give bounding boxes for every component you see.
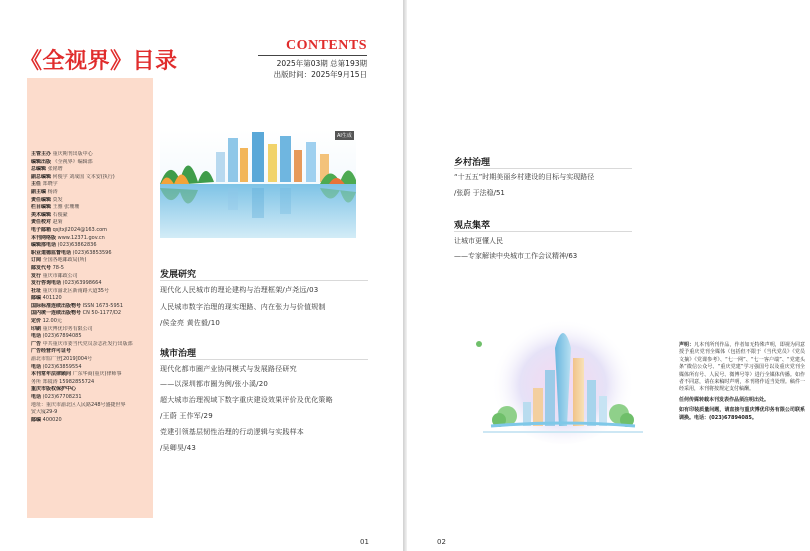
masthead-label: 副总编辑 xyxy=(31,173,52,180)
section-title-rural-governance: 乡村治理 xyxy=(454,158,491,168)
masthead-value: (023)63853596 xyxy=(72,249,112,256)
skyline-illustration xyxy=(463,308,653,458)
masthead-value: 《全视界》编辑部 xyxy=(52,158,93,165)
masthead-row xyxy=(31,174,151,182)
masthead-row xyxy=(31,288,151,296)
masthead-label: 广告 xyxy=(31,340,42,347)
masthead-label: 副主编 xyxy=(31,188,47,195)
toc-entry: 现代化都市圈产业协同模式与发展路径研究 xyxy=(160,365,297,373)
masthead-value: 张铭增 xyxy=(47,166,63,173)
masthead-value: 赵菊 xyxy=(52,219,63,226)
toc-entry: /张蔚 于法稳/51 xyxy=(454,189,505,197)
masthead-row xyxy=(31,394,151,402)
toc-entry: /吴卿昊/43 xyxy=(160,444,197,452)
masthead-row xyxy=(31,197,151,205)
masthead-label: 电话 xyxy=(31,363,42,370)
masthead-label: 责任编辑 xyxy=(31,196,52,203)
masthead-label: 电话 xyxy=(31,333,42,340)
masthead-value: 石俊豪 xyxy=(52,211,68,218)
masthead-value: (023)67708231 xyxy=(42,394,82,400)
masthead-row xyxy=(31,227,151,235)
masthead-row xyxy=(31,364,151,372)
masthead-label: 发行 xyxy=(31,272,42,279)
masthead-value: 渝北市监广登[2019]004号 xyxy=(31,356,93,363)
masthead-value: 重庆市渝北区新南路大道35号 xyxy=(42,287,109,294)
masthead-label: 电子邮箱 xyxy=(31,226,52,233)
page-number: 02 xyxy=(437,538,446,546)
masthead-row xyxy=(31,242,151,250)
masthead-value: 重庆博优印务有限公司 xyxy=(42,325,93,332)
notice-body: 凡本刊所刊作品，作者如无特殊声明，即视为同意授予重庆党刊全媒体（包括但不限于《当代党员》《党员文摘》《党课参考》、“七一网”、“七一客户端”、“党建头条”微信公众号、“重庆党建”学习强国号以及重庆党刊全媒体所有号、人民号、微博号等）进行全媒体传播。如作者不同意，请在来稿时声明，本刊将作适当处理。稿件一经采用，本刊将按规定支付稿酬。 xyxy=(679,342,805,393)
masthead-value: 贸大厦29-9 xyxy=(31,409,58,416)
masthead-label: 本刊常年法律顾问 xyxy=(31,371,72,378)
masthead-label: 邮发代号 xyxy=(31,264,52,271)
masthead-row xyxy=(31,219,151,227)
masthead-row xyxy=(31,273,151,281)
masthead-label: 重庆市版权保护中心 xyxy=(31,386,77,393)
masthead-value: 何俊宇 刘成国 文本安(执行) xyxy=(52,173,115,180)
copyright-notice xyxy=(679,342,805,422)
section-rule xyxy=(160,359,368,360)
masthead-label: 发行咨询电话 xyxy=(31,280,62,287)
masthead-row xyxy=(31,295,151,303)
right-page xyxy=(407,0,810,551)
masthead-value: 重庆期刊出版中心 xyxy=(52,151,93,157)
masthead-label: 美术编辑 xyxy=(31,211,52,218)
masthead-row xyxy=(31,341,151,349)
masthead-value: 莫发 xyxy=(52,196,63,203)
masthead-label: 国内统一连续出版物号 xyxy=(31,310,82,317)
masthead-row xyxy=(31,409,151,417)
masthead-row xyxy=(31,166,151,174)
masthead-value: (023)67894085 xyxy=(42,333,82,340)
masthead-row xyxy=(31,371,151,379)
masthead-value: 78-5 xyxy=(52,264,64,271)
masthead-row xyxy=(31,189,151,197)
masthead-value: 王雅 张珊珊 xyxy=(52,204,80,211)
masthead-panel xyxy=(27,78,153,518)
masthead-row xyxy=(31,417,151,425)
masthead-label: 国际标准连续出版物号 xyxy=(31,302,82,309)
toc-entry: ——以深圳都市圈为例/张小溪/20 xyxy=(160,380,269,388)
ai-generated-tag: AI生成 xyxy=(337,133,352,139)
notice-print-quality: 如有印装质量问题，请直接与重庆博优印务有限公司联系调换。电话：(023)67894085。 xyxy=(679,407,805,421)
section-rule xyxy=(454,168,632,169)
masthead-label: 编辑出版 xyxy=(31,158,52,165)
magazine-title: 《全视界》目录 xyxy=(20,48,178,74)
masthead-value: 全国各地邮政局(所) xyxy=(42,257,87,264)
toc-entry: 超大城市治理视域下数字重庆建设效果评价及优化策略 xyxy=(160,396,333,404)
masthead-row xyxy=(31,310,151,318)
page-number: 01 xyxy=(360,538,369,546)
masthead-value: 务所 郑镜涛 15982855724 xyxy=(31,378,95,385)
masthead-label: 栏目编辑 xyxy=(31,204,52,211)
masthead-label: 主任 xyxy=(31,181,42,188)
section-rule xyxy=(160,280,368,281)
masthead-value: CN 50-1177/D2 xyxy=(82,310,122,317)
section-rule xyxy=(454,231,632,232)
city-lake-illustration xyxy=(160,130,356,238)
masthead-label: 邮编 xyxy=(31,295,42,302)
section-title-development: 发展研究 xyxy=(160,270,197,280)
masthead-row xyxy=(31,326,151,334)
masthead-row xyxy=(31,280,151,288)
masthead-row xyxy=(31,159,151,167)
masthead-label: 本刊网络版 xyxy=(31,234,57,241)
masthead-label: 电话 xyxy=(31,394,42,400)
masthead-row xyxy=(31,318,151,326)
masthead-row xyxy=(31,333,151,341)
masthead-value: ISSN 1673-5951 xyxy=(82,302,124,309)
toc-entry: /王蔚 王作军/29 xyxy=(160,412,213,420)
masthead-value: (023)63862836 xyxy=(57,242,97,249)
masthead-label: 广告经营许可证号 xyxy=(31,348,72,355)
masthead-row xyxy=(31,348,151,356)
header-rule xyxy=(258,55,367,56)
masthead-value: 郑晓宇 xyxy=(42,181,58,188)
masthead-value: 广东华商(重庆)律师事 xyxy=(72,371,122,378)
masthead-value: 重庆市邮政公司 xyxy=(42,272,78,279)
masthead-value: 地址：重庆市渝北区人民路248号盛捷世界 xyxy=(31,401,126,408)
masthead-label: 订阅 xyxy=(31,257,42,264)
toc-entry: ——专家解读中央城市工作会议精神/63 xyxy=(454,252,578,260)
toc-entry: “十五五”时期美丽乡村建设的目标与实现路径 xyxy=(454,173,595,181)
masthead-row xyxy=(31,386,151,394)
masthead-label: 主管主办 xyxy=(31,151,52,157)
toc-entry: /侯金亮 黄佐毅/10 xyxy=(160,319,221,327)
section-title-viewpoints: 观点集萃 xyxy=(454,221,491,231)
masthead-row xyxy=(31,151,151,159)
masthead-value: 400020 xyxy=(42,416,62,423)
masthead-value: www.12371.gov.cn xyxy=(57,234,105,241)
masthead-value: 杨涛 xyxy=(47,188,58,195)
masthead-label: 总编辑 xyxy=(31,166,47,173)
contents-heading: CONTENTS xyxy=(285,38,367,53)
masthead-list xyxy=(31,151,151,424)
notice-heading: 声明： xyxy=(679,342,695,348)
masthead-row xyxy=(31,250,151,258)
left-page xyxy=(0,0,403,551)
masthead-row xyxy=(31,212,151,220)
masthead-value: (023)63998664 xyxy=(62,280,102,287)
masthead-row xyxy=(31,303,151,311)
masthead-label: 责任校对 xyxy=(31,219,52,226)
masthead-row xyxy=(31,265,151,273)
toc-entry: 人民城市数字治理的现实理路、内在张力与价值规制 xyxy=(160,303,326,311)
masthead-row xyxy=(31,257,151,265)
masthead-row xyxy=(31,235,151,243)
notice-reprint: 任何传媒转载本刊发表作品须注明出处。 xyxy=(679,396,770,403)
masthead-label: 职业道德监督电话 xyxy=(31,249,72,256)
masthead-value: 12.00元 xyxy=(42,318,62,325)
masthead-label: 邮编 xyxy=(31,416,42,423)
masthead-value: 中共重庆市委当代党员杂志社发行出版部 xyxy=(42,340,133,347)
masthead-row xyxy=(31,181,151,189)
section-title-urban-governance: 城市治理 xyxy=(160,349,197,359)
masthead-row xyxy=(31,379,151,387)
masthead-label: 定价 xyxy=(31,318,42,325)
toc-entry: 现代化人民城市的理论建构与治理框架/卢尧远/03 xyxy=(160,286,319,294)
masthead-value: qsjtxjl2024@163.com xyxy=(52,226,108,233)
toc-entry: 让城市更懂人民 xyxy=(454,237,503,245)
masthead-row xyxy=(31,356,151,364)
masthead-label: 编辑部电话 xyxy=(31,242,57,249)
masthead-label: 印刷 xyxy=(31,325,42,332)
toc-entry: 党建引领基层韧性治理的行动逻辑与实践样本 xyxy=(160,428,304,436)
masthead-value: 401120 xyxy=(42,295,62,302)
masthead-row xyxy=(31,402,151,410)
masthead-row xyxy=(31,204,151,212)
publish-date: 出版时间：2025年9月15日 xyxy=(273,70,367,79)
masthead-value: (023)63859554 xyxy=(42,363,82,370)
masthead-label: 社址 xyxy=(31,287,42,294)
issue-number: 2025年第03期 总第193期 xyxy=(276,59,367,68)
